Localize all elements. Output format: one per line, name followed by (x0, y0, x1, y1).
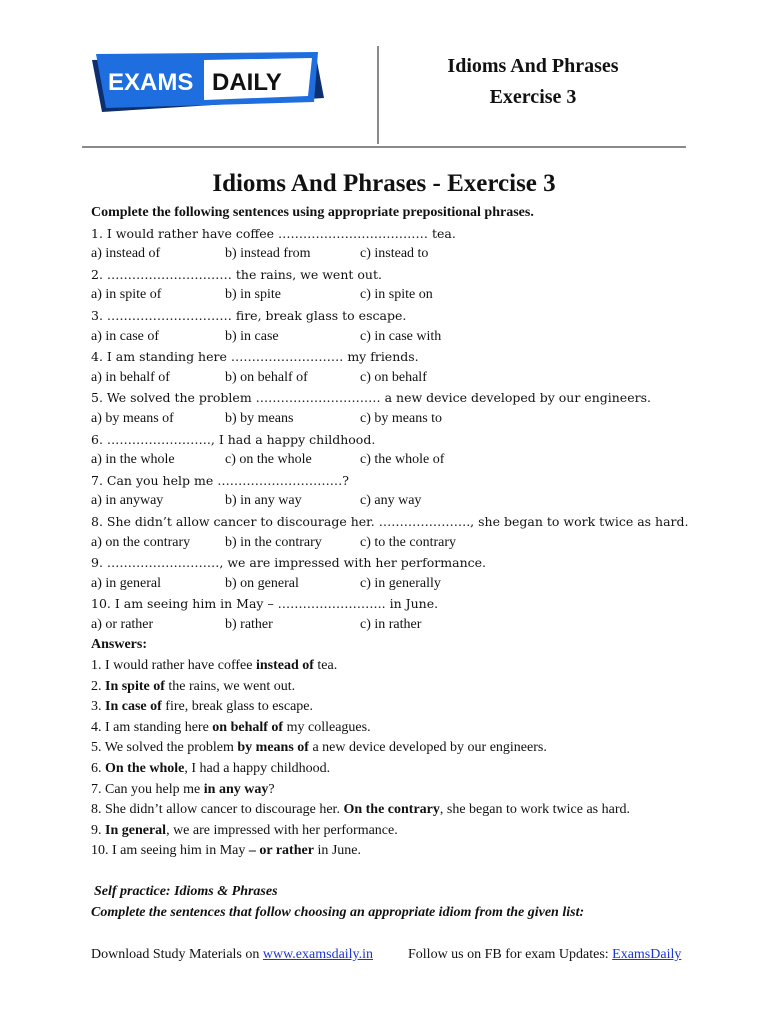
option-b: b) on behalf of (225, 369, 308, 385)
option-row (91, 409, 731, 430)
answer-bold: by means of (237, 740, 309, 756)
answer-line (91, 677, 731, 698)
option-c: c) to the contrary (360, 534, 457, 550)
question-text: 10. I am seeing him in May – …………………….. in June. (91, 596, 439, 612)
question-list (91, 224, 731, 636)
answer-post: in June. (313, 843, 361, 859)
question-text: 8. She didn’t allow cancer to discourage her. …………………., she began to work twice as hard. (91, 513, 689, 529)
website-link[interactable]: www.examsdaily.in (262, 947, 374, 962)
footer-follow-text: Follow us on FB for exam Updates: (408, 947, 613, 962)
answer-pre: 3. (91, 699, 105, 715)
answer-bold: in any way (203, 781, 269, 797)
option-b: b) rather (225, 616, 273, 632)
question-text: 1. I would rather have coffee ……………………………… tea. (91, 225, 456, 241)
option-row (91, 450, 731, 471)
answer-post: a new device developed by our engineers. (308, 740, 547, 756)
option-row (91, 285, 731, 306)
instruction: Complete the following sentences using appropriate prepositional phrases. (91, 205, 534, 220)
option-c: c) on behalf (360, 369, 427, 385)
option-a: a) instead of (91, 246, 161, 262)
answer-bold: In general (105, 822, 167, 838)
answer-pre: 1. I would rather have coffee (91, 658, 256, 674)
answer-pre: 6. (91, 761, 105, 777)
facebook-link[interactable]: ExamsDaily (612, 947, 682, 962)
answer-pre: 7. Can you help me (91, 781, 204, 797)
answer-line (91, 759, 731, 780)
question-text: 7. Can you help me …………………………? (91, 472, 349, 488)
answer-bold: – or rather (248, 843, 314, 859)
answer-pre: 5. We solved the problem (91, 740, 238, 756)
option-c: c) by means to (360, 410, 443, 426)
option-a: a) on the contrary (91, 534, 191, 550)
option-b: b) in spite (225, 287, 281, 303)
exams-daily-logo[interactable] (92, 52, 324, 116)
footer-follow (408, 947, 681, 963)
worksheet-content (91, 203, 731, 923)
option-b: c) on the whole (225, 452, 312, 468)
option-b: b) on general (225, 575, 299, 591)
option-b: b) instead from (225, 246, 311, 262)
option-c: c) the whole of (360, 452, 445, 468)
option-row (91, 327, 731, 348)
option-a: a) in general (91, 575, 161, 591)
option-row (91, 491, 731, 512)
option-c: c) in generally (360, 575, 441, 591)
question-text: 9. ………………………, we are impressed with her performance. (91, 555, 487, 571)
answer-post: fire, break glass to escape. (161, 699, 313, 715)
header-divider-vertical (377, 46, 379, 144)
question-text: 6. ……………………., I had a happy childhood. (91, 431, 376, 447)
question-text: 4. I am standing here ……………………… my friends. (91, 349, 419, 365)
answer-post: my colleagues. (283, 719, 371, 735)
header-title-line2: Exercise 3 (489, 86, 577, 108)
answer-line (91, 800, 731, 821)
option-b: b) in case (225, 328, 279, 344)
answer-bold: In spite of (105, 678, 165, 694)
option-c: c) any way (360, 493, 422, 509)
option-a: a) in the whole (91, 452, 175, 468)
self-practice-title: Self practice: Idioms & Phrases (94, 884, 278, 899)
option-b: b) in any way (225, 493, 302, 509)
option-row (91, 533, 731, 554)
answer-pre: 4. I am standing here (91, 719, 213, 735)
answer-post: tea. (313, 658, 338, 674)
answer-post: , she began to work twice as hard. (439, 802, 630, 818)
logo-word-daily: DAILY (212, 69, 282, 96)
logo-word-exams: EXAMS (108, 69, 194, 96)
answer-pre: 9. (91, 822, 105, 838)
answer-list (91, 656, 731, 862)
answer-line (91, 697, 731, 718)
answer-pre: 8. She didn’t allow cancer to discourage her. (91, 802, 344, 818)
option-a: a) in case of (91, 328, 160, 344)
answers-heading: Answers: (91, 637, 147, 653)
option-c: c) instead to (360, 246, 429, 262)
answer-pre: 2. (91, 678, 105, 694)
option-b: b) by means (225, 410, 294, 426)
answer-post: , we are impressed with her performance. (166, 822, 398, 838)
option-row (91, 368, 731, 389)
answer-line (91, 738, 731, 759)
page-title: Idioms And Phrases - Exercise 3 (212, 170, 556, 197)
answer-line (91, 780, 731, 801)
self-practice-instruction: Complete the sentences that follow choosing an appropriate idiom from the given list: (91, 904, 585, 920)
answer-bold: On the whole (105, 761, 185, 777)
logo-graphic (92, 52, 324, 116)
answer-bold: instead of (255, 658, 314, 674)
option-row (91, 244, 731, 265)
answer-line (91, 718, 731, 739)
option-c: c) in case with (360, 328, 442, 344)
option-a: a) in spite of (91, 287, 162, 303)
option-a: a) in behalf of (91, 369, 170, 385)
spacer (91, 862, 731, 882)
option-a: a) by means of (91, 410, 174, 426)
answer-pre: 10. I am seeing him in May (91, 843, 249, 859)
option-a: a) in anyway (91, 493, 164, 509)
question-text: 2. ………………………… the rains, we went out. (91, 266, 382, 282)
option-c: c) in rather (360, 616, 422, 632)
footer-download (91, 947, 373, 963)
answer-line (91, 656, 731, 677)
answer-post: the rains, we went out. (164, 678, 296, 694)
option-row (91, 574, 731, 595)
answer-post: ? (268, 781, 275, 797)
header-divider-horizontal (82, 146, 686, 148)
answer-post: , I had a happy childhood. (184, 761, 331, 777)
answer-line (91, 821, 731, 842)
question-text: 3. ………………………… fire, break glass to escape. (91, 307, 407, 323)
answer-bold: on behalf of (212, 719, 284, 735)
header-title-line1: Idioms And Phrases (447, 55, 619, 77)
question-text: 5. We solved the problem ………………………… a new device developed by our engineers. (91, 390, 651, 406)
answer-bold: On the contrary (343, 802, 440, 818)
answer-line (91, 841, 731, 862)
option-b: b) in the contrary (225, 534, 322, 550)
option-a: a) or rather (91, 616, 154, 632)
answer-bold: In case of (105, 699, 162, 715)
footer-download-text: Download Study Materials on (91, 947, 263, 962)
option-c: c) in spite on (360, 287, 433, 303)
option-row (91, 615, 731, 636)
